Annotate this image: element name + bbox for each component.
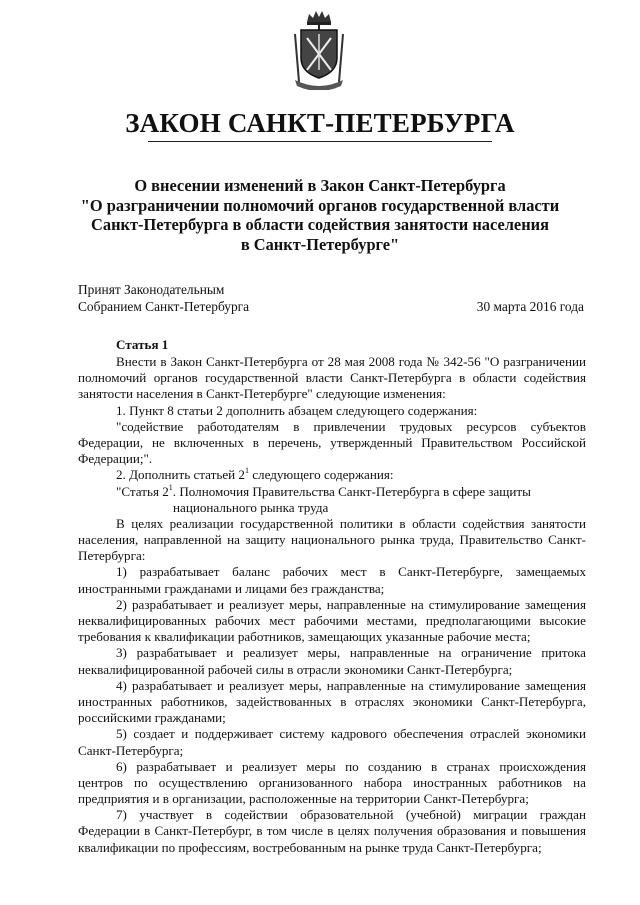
body-text-line (78, 451, 586, 467)
body-text-segment: населения, направленной на защиту национального рынка труда, Правительство Санкт- (78, 532, 586, 548)
body-text-segment: 1) разрабатывает баланс рабочих мест в Санкт-Петербурге, замещаемых (116, 564, 586, 580)
body-text-line (78, 435, 586, 451)
body-text-segment: квалификации по профессиям, востребованным на рынке труда Санкт-Петербурга; (78, 839, 542, 855)
body-text-line (78, 791, 586, 807)
body-text-segment: требования к квалификации работников, замещающих указанные рабочие места; (78, 629, 531, 645)
body-text-line (78, 807, 586, 823)
law-body (78, 337, 586, 856)
body-text-line (78, 597, 586, 613)
law-title: ЗАКОН САНКТ-ПЕТЕРБУРГА (125, 108, 515, 138)
body-text-line (78, 662, 586, 678)
body-text-segment: 2) разрабатывает и реализует меры, направленные на стимулирование замещения (116, 596, 586, 612)
body-text-segment: центров по осуществлению организованного набора иностранных работников на (78, 774, 586, 790)
body-text-segment: Федерации;". (78, 451, 153, 467)
adoption-line: Собранием Санкт-Петербурга (78, 299, 250, 314)
subtitle-line: Санкт-Петербурга в области содействия занятости населения (91, 215, 549, 234)
superscript-index: 1 (168, 482, 173, 492)
body-text-line (78, 726, 586, 742)
body-text-segment: 1. Пункт 8 статьи 2 дополнить абзацем следующего содержания: (116, 402, 478, 418)
subtitle-line: "О разграничении полномочий органов государственной власти (80, 195, 560, 215)
body-text-segment: Федерации в Санкт-Петербург, в том числе в целях получения образования и повышения (78, 823, 586, 839)
body-text-segment: предприятия и в организации, расположенные на территории Санкт-Петербурга; (78, 791, 529, 807)
subtitle-line: в Санкт-Петербурге" (240, 234, 400, 254)
subtitle-line: О внесении изменений в Закон Санкт-Петербурга (134, 176, 506, 195)
body-text-segment: иностранных работников, задействованных в отраслях экономики Санкт-Петербурга, (78, 693, 586, 709)
body-text-segment: следующего содержания: (248, 467, 394, 483)
body-text-segment: Внести в Закон Санкт-Петербурга от 28 мая 2008 года № 342-56 "О разграничении (116, 354, 586, 369)
body-text-segment: 5) создает и поддерживает систему кадрового обеспечения отраслей экономики (116, 726, 586, 742)
body-text-segment: полномочий органов государственной власти Санкт-Петербурга в области содействия (78, 370, 586, 386)
body-text-line (78, 840, 586, 856)
adoption-date: 30 марта 2016 года (476, 299, 584, 314)
body-text-line (78, 403, 586, 419)
body-text-line (78, 386, 586, 402)
body-text-segment: 7) участвует в содействии образовательной (учебной) миграции граждан (116, 807, 586, 823)
body-text-segment: 3) разрабатывает и реализует меры, направленные на ограничение притока (116, 645, 586, 661)
body-text-line (78, 467, 586, 483)
body-text-segment: Петербурга: (78, 548, 146, 564)
body-text-segment: неквалифицированных рабочих мест рабочими местами, предполагающими высокие (78, 613, 586, 628)
body-text-segment: занятости населения в Санкт-Петербурге" следующие изменения: (78, 386, 446, 402)
body-text-line (78, 532, 586, 548)
body-text-segment: "Статья 2 (116, 483, 169, 499)
title-underline (148, 141, 492, 142)
body-text-line (78, 710, 586, 726)
body-text-line (78, 500, 586, 516)
body-text-segment: Федерации, не включенных в перечень, утвержденный Правительством Российской (78, 434, 586, 450)
body-text-segment: российскими гражданами; (78, 710, 226, 726)
body-text-line (78, 743, 586, 759)
body-text-line (78, 354, 586, 370)
body-text-segment: 6) разрабатывает и реализует меры по созданию в странах происхождения (116, 758, 586, 774)
body-text-line (78, 564, 586, 580)
body-text-line (78, 581, 586, 597)
body-text-line (78, 629, 586, 645)
body-text-segment: 4) разрабатывает и реализует меры, направленные на стимулирование замещения (116, 677, 586, 693)
body-text-line (78, 370, 586, 386)
coat-of-arms-emblem (289, 8, 349, 90)
body-text-line (78, 823, 586, 839)
body-text-line (78, 516, 586, 532)
body-text-line (78, 775, 586, 791)
body-text-line (78, 694, 586, 710)
body-text-line (78, 678, 586, 694)
article-heading: Статья 1 (116, 337, 169, 352)
body-text-segment: В целях реализации государственной политики в области содействия занятости (116, 515, 586, 531)
body-text-segment: Санкт-Петербурга; (78, 742, 184, 758)
body-text-line (78, 419, 586, 435)
adoption-statement (78, 281, 249, 315)
adoption-line: Принят Законодательным (78, 282, 225, 297)
body-text-line (78, 759, 586, 775)
body-text-segment: 2. Дополнить статьей 2 (116, 467, 245, 483)
body-text-segment: "содействие работодателям в привлечении трудовых ресурсов субъектов (116, 418, 586, 434)
body-text-segment: . Полномочия Правительства Санкт-Петербурга в сфере защиты (172, 483, 531, 499)
superscript-index: 1 (244, 466, 249, 476)
law-subtitle (60, 176, 580, 254)
body-text-segment: национального рынка труда (173, 499, 329, 515)
body-text-line (78, 613, 586, 629)
body-text-line (78, 484, 586, 500)
body-text-segment: неквалифицированной рабочей силы в отрасли экономики Санкт-Петербурга; (78, 661, 513, 677)
body-text-line (78, 645, 586, 661)
body-text-segment: иностранными гражданами и лицами без гражданства; (78, 580, 385, 596)
body-text-line (78, 548, 586, 564)
